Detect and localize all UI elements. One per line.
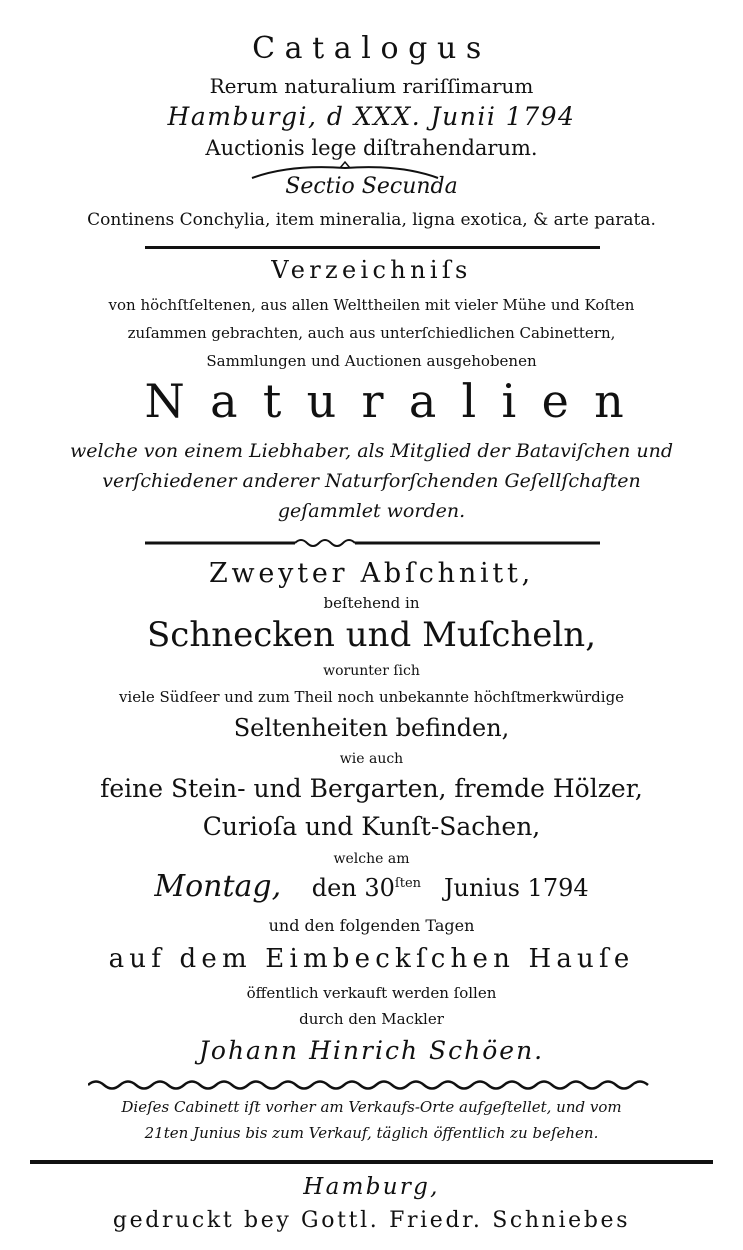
divider-rule-1	[145, 246, 600, 249]
verzeichnis-heading: Verzeichniſs	[271, 256, 472, 284]
sectio-secunda: Sectio Secunda	[285, 174, 458, 199]
bestehend-in: beſtehend in	[323, 594, 420, 612]
german-line-2: zuſammen gebrachten, auch aus unterſchiedlichen Cabinettern,	[127, 324, 616, 342]
rerum-line: Rerum naturalium rariſſimarum	[209, 74, 534, 98]
catalogus-heading: Catalogus	[252, 31, 491, 66]
collector-line-3: geſammlet worden.	[277, 500, 466, 522]
eimbeck-haus: auf dem Eimbeckſchen Hauſe	[108, 944, 635, 974]
montag: Montag,	[154, 869, 282, 904]
collector-line-2: verſchiedener anderer Naturforſchenden Geſellſchaften	[102, 470, 641, 492]
notice-line-1: Dieſes Cabinett iſt vorher am Verkaufs-Orte aufgeſtellet, und vom	[121, 1098, 622, 1116]
divider-rule-2	[30, 1160, 713, 1164]
naturalien-heading: Naturalien	[144, 374, 650, 428]
wie-auch: wie auch	[339, 751, 404, 767]
broker-name: Johann Hinrich Schöen.	[198, 1036, 545, 1065]
durch-den-mackler: durch den Mackler	[299, 1010, 444, 1028]
curiosa-line: Curioſa und Kunſt-Sachen,	[202, 812, 541, 841]
junius-1794: Junius 1794	[443, 874, 589, 902]
hamburgi-date-line: Hamburgi, d XXX. Junii 1794	[167, 102, 576, 131]
worunter-sich: worunter ſich	[323, 663, 420, 679]
german-line-1: von höchſtſeltenen, aus allen Welttheilen mit vieler Mühe und Koſten	[108, 296, 635, 314]
feine-line: feine Stein- und Bergarten, fremde Hölzer,	[100, 774, 643, 803]
ornamental-rule-1	[145, 536, 600, 550]
ornamental-rule-2	[88, 1078, 658, 1092]
continens-line: Continens Conchylia, item mineralia, ligna exotica, & arte parata.	[87, 210, 656, 230]
imprint-city: Hamburg,	[303, 1174, 440, 1200]
welche-am: welche am	[333, 851, 410, 867]
german-line-3: Sammlungen und Auctionen ausgehobenen	[206, 352, 537, 370]
den-30: den 30	[311, 874, 395, 902]
sten-superscript: ſten	[394, 876, 422, 891]
oeffentlich-verkauft: öffentlich verkauft werden ſollen	[246, 984, 497, 1002]
seltenheiten-line: Seltenheiten befinden,	[233, 714, 510, 742]
auctionis-line: Auctionis lege diſtrahendarum.	[205, 136, 538, 160]
viele-line: viele Südſeer und zum Theil noch unbekannte höchſtmerkwürdige	[118, 688, 625, 706]
schnecken-heading: Schnecken und Muſcheln,	[146, 615, 597, 655]
notice-line-2: 21ten Junius bis zum Verkauf, täglich öffentlich zu beſehen.	[144, 1124, 599, 1142]
folgenden-tagen: und den folgenden Tagen	[268, 916, 475, 935]
zweyter-abschnitt: Zweyter Abſchnitt,	[208, 558, 535, 589]
collector-line-1: welche von einem Liebhaber, als Mitglied der Bataviſchen und	[70, 440, 673, 462]
date-line	[0, 869, 743, 904]
imprint-printer: gedruckt bey Gottl. Friedr. Schniebes	[112, 1208, 631, 1233]
